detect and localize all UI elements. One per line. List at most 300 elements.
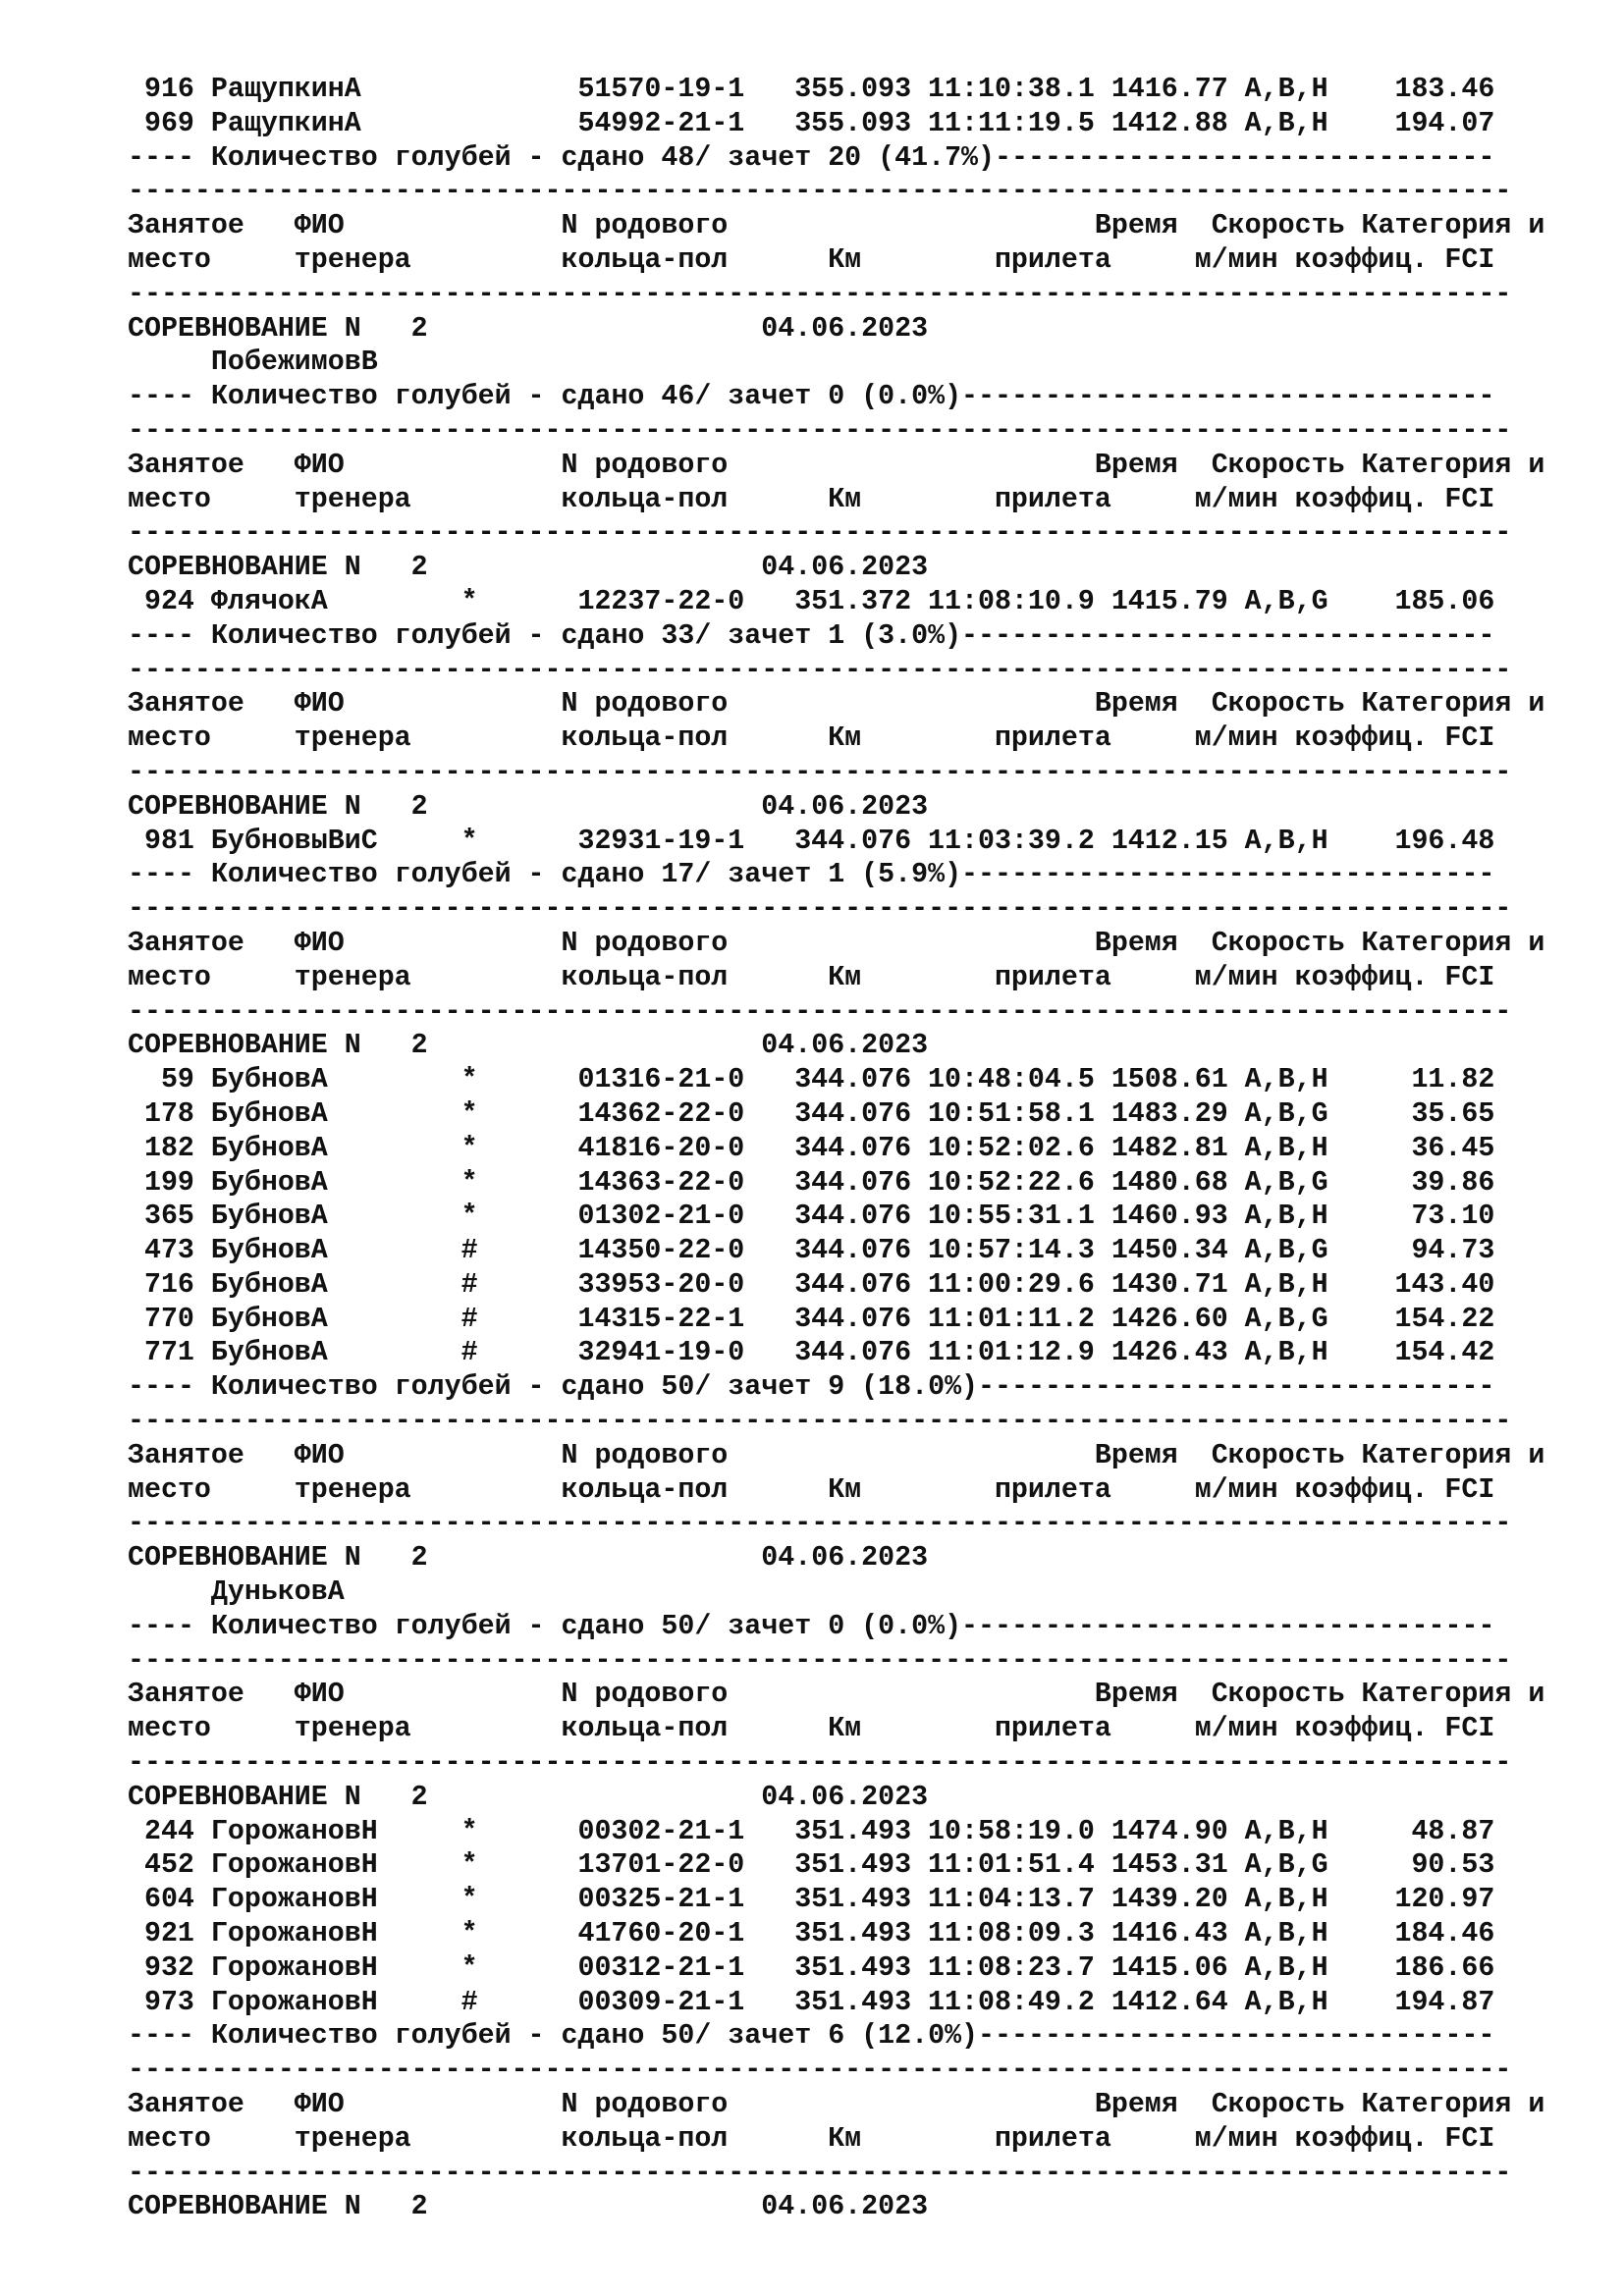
header-speed: Скорость xyxy=(1211,1679,1345,1711)
time-cell: 11:01:11.2 xyxy=(928,1303,1095,1335)
gap xyxy=(1278,1712,1295,1746)
trainer-name-cell: БубновА xyxy=(210,1166,328,1199)
header-speed-2: м/мин xyxy=(1194,1473,1278,1506)
header-time: Время xyxy=(1094,2089,1178,2121)
gap xyxy=(1228,1815,1245,1849)
ring-cell: 14350-22-0 xyxy=(577,1235,745,1267)
category-cell: A,B,H xyxy=(1244,1201,1328,1233)
gap xyxy=(194,1951,211,1986)
gap xyxy=(1345,1439,1362,1473)
fci-cell: 73.10 xyxy=(1411,1201,1495,1233)
gap xyxy=(1228,1303,1245,1337)
fci-cell: 185.06 xyxy=(1394,585,1495,617)
speed-cell: 1430.71 xyxy=(1110,1268,1228,1301)
category-cell: A,B,G xyxy=(1244,1849,1328,1882)
separator-line: ----------------------------------------------------------------------------------- xyxy=(128,1747,1512,1780)
result-row xyxy=(128,1063,1600,1097)
header-fio: ФИО xyxy=(294,210,345,242)
column-header-row-1 xyxy=(128,2088,1600,2122)
separator-line: ----------------------------------------------------------------------------------- xyxy=(128,2055,1512,2087)
gap xyxy=(1228,1132,1245,1166)
category-cell: A,B,G xyxy=(1244,1303,1328,1335)
gap xyxy=(194,1883,211,1917)
place-cell: 932 xyxy=(143,1951,194,1984)
fci-cell: 120.97 xyxy=(1394,1884,1495,1916)
column-header-row-2 xyxy=(128,1712,1600,1746)
time-cell: 11:01:12.9 xyxy=(928,1337,1095,1369)
header-fio: ФИО xyxy=(294,1439,345,1471)
time-cell: 11:10:38.1 xyxy=(928,74,1095,105)
header-category: Категория и xyxy=(1361,210,1545,242)
fci-cell: 94.73 xyxy=(1411,1235,1495,1267)
speed-cell: 1416.77 xyxy=(1110,74,1228,105)
category-cell: A,B,H xyxy=(1244,1268,1328,1301)
ring-cell: 01316-21-0 xyxy=(577,1064,745,1096)
place-cell: 969 xyxy=(143,107,194,139)
trainer-name-cell: БубновА xyxy=(210,1064,328,1096)
category-cell: A,B,G xyxy=(1244,1166,1328,1199)
header-fio-2: тренера xyxy=(294,1713,411,1745)
gap xyxy=(194,1336,211,1370)
header-speed-2: м/мин xyxy=(1194,2122,1278,2155)
header-category: Категория и xyxy=(1361,449,1545,481)
header-time-2: прилета xyxy=(994,1473,1111,1506)
header-category-2: коэффиц. FCI xyxy=(1294,1473,1495,1506)
group-summary: ---- Количество голубей - сдано 50/ зачет 9 (18.0%)------------------------------- xyxy=(128,1371,1495,1404)
gap xyxy=(1228,1063,1245,1097)
result-row xyxy=(128,1815,1600,1849)
time-cell: 10:52:02.6 xyxy=(928,1132,1095,1164)
speed-cell: 1450.34 xyxy=(1110,1235,1228,1267)
speed-cell: 1474.90 xyxy=(1110,1815,1228,1847)
header-category: Категория и xyxy=(1361,927,1545,959)
fci-cell: 36.45 xyxy=(1411,1132,1495,1164)
competition-date: 04.06.2023 xyxy=(761,790,929,823)
km-cell: 351.493 xyxy=(794,1815,912,1847)
separator-line: ----------------------------------------------------------------------------------- xyxy=(128,1644,1512,1677)
header-time-2: прилета xyxy=(994,2122,1111,2155)
result-row xyxy=(128,107,1600,141)
speed-cell: 1412.88 xyxy=(1110,107,1228,139)
place-cell: 770 xyxy=(143,1303,194,1335)
gap xyxy=(194,1303,211,1337)
km-cell: 344.076 xyxy=(794,1201,912,1233)
category-cell: A,B,H xyxy=(1244,1064,1328,1096)
place-cell: 924 xyxy=(143,585,194,617)
gap xyxy=(1228,1200,1245,1234)
result-row xyxy=(128,1200,1600,1234)
fci-cell: 154.42 xyxy=(1394,1337,1495,1369)
competition-label: СОРЕВНОВАНИЕ N 2 xyxy=(128,312,428,345)
gap xyxy=(1278,1473,1295,1508)
km-cell: 355.093 xyxy=(794,74,912,105)
header-category: Категория и xyxy=(1361,1679,1545,1711)
place-cell: 244 xyxy=(143,1815,194,1847)
mark-cell: * xyxy=(460,1849,478,1882)
separator-line: ----------------------------------------------------------------------------------- xyxy=(128,893,1512,926)
time-cell: 11:03:39.2 xyxy=(928,825,1095,857)
race-results-printout xyxy=(128,73,1600,2224)
header-fio-2: тренера xyxy=(294,483,411,515)
header-speed-2: м/мин xyxy=(1194,1713,1278,1745)
result-row xyxy=(128,1234,1600,1268)
speed-cell: 1415.79 xyxy=(1110,585,1228,617)
category-cell: A,B,H xyxy=(1244,107,1328,139)
category-cell: A,B,H xyxy=(1244,1884,1328,1916)
header-speed: Скорость xyxy=(1211,449,1345,481)
gap xyxy=(1278,961,1295,995)
result-row xyxy=(128,73,1600,107)
category-cell: A,B,H xyxy=(1244,1951,1328,1984)
header-place: Занятое xyxy=(128,210,244,242)
trainer-name-cell: ГорожановН xyxy=(210,1986,378,2018)
km-cell: 344.076 xyxy=(794,1064,912,1096)
category-cell: A,B,G xyxy=(1244,1235,1328,1267)
result-row xyxy=(128,1166,1600,1201)
gap xyxy=(1278,721,1295,756)
header-fio-2: тренера xyxy=(294,2122,411,2155)
mark-cell: # xyxy=(460,1303,478,1335)
fci-cell: 90.53 xyxy=(1411,1849,1495,1882)
column-header-row-2 xyxy=(128,483,1600,517)
mark-cell: * xyxy=(460,1201,478,1233)
header-place: Занятое xyxy=(128,2089,244,2121)
category-cell: A,B,G xyxy=(1244,585,1328,617)
time-cell: 11:00:29.6 xyxy=(928,1268,1095,1301)
result-row xyxy=(128,1883,1600,1917)
competition-header xyxy=(128,2190,1600,2224)
gap xyxy=(1345,2088,1362,2122)
place-cell: 771 xyxy=(143,1337,194,1369)
gap xyxy=(1228,1883,1245,1917)
header-speed: Скорость xyxy=(1211,2089,1345,2121)
ring-cell: 00325-21-1 xyxy=(577,1884,745,1916)
speed-cell: 1412.15 xyxy=(1110,825,1228,857)
gap xyxy=(194,825,211,859)
km-cell: 351.493 xyxy=(794,1884,912,1916)
header-km: Км xyxy=(828,722,862,755)
ring-cell: 14363-22-0 xyxy=(577,1166,745,1199)
place-cell: 973 xyxy=(143,1986,194,2018)
competition-label: СОРЕВНОВАНИЕ N 2 xyxy=(128,790,428,823)
mark-cell: * xyxy=(460,1815,478,1847)
km-cell: 344.076 xyxy=(794,1235,912,1267)
time-cell: 11:04:13.7 xyxy=(928,1884,1095,1916)
header-place-2: место xyxy=(128,722,211,755)
gap xyxy=(1228,73,1245,107)
speed-cell: 1426.43 xyxy=(1110,1337,1228,1369)
place-cell: 916 xyxy=(143,74,194,105)
header-category-2: коэффиц. FCI xyxy=(1294,2122,1495,2155)
result-row xyxy=(128,1986,1600,2020)
header-speed-2: м/мин xyxy=(1194,722,1278,755)
column-header-row-2 xyxy=(128,721,1600,756)
header-fio: ФИО xyxy=(294,1679,345,1711)
competition-date: 04.06.2023 xyxy=(761,1030,929,1062)
header-speed: Скорость xyxy=(1211,927,1345,959)
header-speed-2: м/мин xyxy=(1194,483,1278,515)
gap xyxy=(194,585,211,619)
separator-line: ----------------------------------------------------------------------------------- xyxy=(128,654,1512,686)
gap xyxy=(1345,449,1362,483)
header-time: Время xyxy=(1094,688,1178,721)
speed-cell: 1482.81 xyxy=(1110,1132,1228,1164)
header-fio-2: тренера xyxy=(294,1473,411,1506)
result-row xyxy=(128,1268,1600,1303)
gap xyxy=(194,1815,211,1849)
ring-cell: 51570-19-1 xyxy=(577,74,745,105)
trainer-name-cell: ГорожановН xyxy=(210,1849,378,1882)
mark-cell: * xyxy=(460,1951,478,1984)
header-fio-2: тренера xyxy=(294,243,411,276)
gap xyxy=(194,1132,211,1166)
header-category-2: коэффиц. FCI xyxy=(1294,1713,1495,1745)
header-time-2: прилета xyxy=(994,1713,1111,1745)
header-category-2: коэффиц. FCI xyxy=(1294,961,1495,993)
header-speed-2: м/мин xyxy=(1194,961,1278,993)
competition-header xyxy=(128,1541,1600,1575)
place-cell: 178 xyxy=(143,1097,194,1130)
column-header-row-1 xyxy=(128,927,1600,961)
place-cell: 473 xyxy=(143,1235,194,1267)
gap xyxy=(1345,1678,1362,1712)
trainer-name-cell: БубновА xyxy=(210,1337,328,1369)
ring-cell: 13701-22-0 xyxy=(577,1849,745,1882)
column-header-row-1 xyxy=(128,1678,1600,1712)
gap xyxy=(1228,1917,1245,1951)
header-place-2: место xyxy=(128,961,211,993)
header-ring: N родового xyxy=(561,1679,729,1711)
separator-line: ----------------------------------------------------------------------------------- xyxy=(128,1406,1512,1438)
km-cell: 344.076 xyxy=(794,1097,912,1130)
ring-cell: 00309-21-1 xyxy=(577,1986,745,2018)
header-place: Занятое xyxy=(128,1679,244,1711)
mark-cell: # xyxy=(460,1235,478,1267)
group-summary: ---- Количество голубей - сдано 50/ зачет 6 (12.0%)------------------------------- xyxy=(128,2020,1495,2053)
fci-cell: 186.66 xyxy=(1394,1951,1495,1984)
mark-cell: # xyxy=(460,1337,478,1369)
time-cell: 11:08:23.7 xyxy=(928,1951,1095,1984)
time-cell: 10:52:22.6 xyxy=(928,1166,1095,1199)
gap xyxy=(194,1097,211,1132)
result-row xyxy=(128,1097,1600,1132)
place-cell: 716 xyxy=(143,1268,194,1301)
time-cell: 11:08:09.3 xyxy=(928,1918,1095,1950)
competition-label: СОРЕВНОВАНИЕ N 2 xyxy=(128,1781,428,1813)
competition-date: 04.06.2023 xyxy=(761,312,929,345)
header-ring-2: кольца-пол xyxy=(561,1473,729,1506)
header-km: Км xyxy=(828,1713,862,1745)
time-cell: 11:08:10.9 xyxy=(928,585,1095,617)
header-category: Категория и xyxy=(1361,2089,1545,2121)
competition-header xyxy=(128,1781,1600,1815)
trainer-name-cell: ГорожановН xyxy=(210,1918,378,1950)
speed-cell: 1415.06 xyxy=(1110,1951,1228,1984)
ring-cell: 01302-21-0 xyxy=(577,1201,745,1233)
gap xyxy=(1228,1951,1245,1986)
header-fio: ФИО xyxy=(294,449,345,481)
header-speed: Скорость xyxy=(1211,1439,1345,1471)
time-cell: 11:08:49.2 xyxy=(928,1986,1095,2018)
speed-cell: 1416.43 xyxy=(1110,1918,1228,1950)
fci-cell: 154.22 xyxy=(1394,1303,1495,1335)
gap xyxy=(194,73,211,107)
result-row xyxy=(128,1132,1600,1166)
column-header-row-1 xyxy=(128,449,1600,483)
group-summary: ---- Количество голубей - сдано 50/ зачет 0 (0.0%)-------------------------------- xyxy=(128,1610,1495,1642)
category-cell: A,B,H xyxy=(1244,1132,1328,1164)
ring-cell: 00312-21-1 xyxy=(577,1951,745,1984)
category-cell: A,B,H xyxy=(1244,1815,1328,1847)
km-cell: 344.076 xyxy=(794,1166,912,1199)
result-row xyxy=(128,1336,1600,1370)
group-summary: ---- Количество голубей - сдано 46/ зачет 0 (0.0%)-------------------------------- xyxy=(128,381,1495,413)
header-place-2: место xyxy=(128,243,211,276)
ring-cell: 32941-19-0 xyxy=(577,1337,745,1369)
header-time: Время xyxy=(1094,1679,1178,1711)
trainer-name-cell: БубновА xyxy=(210,1097,328,1130)
gap xyxy=(1278,2122,1295,2157)
trainer-name-cell: ГорожановН xyxy=(210,1884,378,1916)
mark-cell: # xyxy=(460,1268,478,1301)
trainer-name-cell: ФлячокА xyxy=(210,585,328,617)
header-km: Км xyxy=(828,961,862,993)
header-place: Занятое xyxy=(128,449,244,481)
mark-cell: * xyxy=(460,1166,478,1199)
trainer-name-cell: БубновА xyxy=(210,1132,328,1164)
category-cell: A,B,H xyxy=(1244,74,1328,105)
mark-cell: * xyxy=(460,1918,478,1950)
place-cell: 199 xyxy=(143,1166,194,1199)
gap xyxy=(1228,1268,1245,1303)
gap xyxy=(1228,1097,1245,1132)
time-cell: 11:11:19.5 xyxy=(928,107,1095,139)
gap xyxy=(1228,107,1245,141)
competition-label: СОРЕВНОВАНИЕ N 2 xyxy=(128,2191,428,2223)
gap xyxy=(1228,585,1245,619)
group-summary: ---- Количество голубей - сдано 17/ зачет 1 (5.9%)-------------------------------- xyxy=(128,859,1495,891)
separator-line: ----------------------------------------------------------------------------------- xyxy=(128,278,1512,310)
result-row xyxy=(128,1951,1600,1986)
result-row xyxy=(128,585,1600,619)
place-cell: 981 xyxy=(143,825,194,857)
km-cell: 344.076 xyxy=(794,1303,912,1335)
separator-line: ----------------------------------------------------------------------------------- xyxy=(128,2157,1512,2189)
header-place-2: место xyxy=(128,1713,211,1745)
header-km: Км xyxy=(828,2122,862,2155)
mark-cell: * xyxy=(460,1097,478,1130)
km-cell: 351.372 xyxy=(794,585,912,617)
group-summary: ---- Количество голубей - сдано 48/ зачет 20 (41.7%)------------------------------ xyxy=(128,141,1495,174)
header-ring: N родового xyxy=(561,2089,729,2121)
speed-cell: 1483.29 xyxy=(1110,1097,1228,1130)
competition-date: 04.06.2023 xyxy=(761,1542,929,1575)
header-ring-2: кольца-пол xyxy=(561,483,729,515)
ring-cell: 32931-19-1 xyxy=(577,825,745,857)
header-category-2: коэффиц. FCI xyxy=(1294,722,1495,755)
separator-line: ----------------------------------------------------------------------------------- xyxy=(128,995,1512,1028)
gap xyxy=(1278,243,1295,278)
header-fio: ФИО xyxy=(294,688,345,721)
competition-date: 04.06.2023 xyxy=(761,1781,929,1813)
time-cell: 10:51:58.1 xyxy=(928,1097,1095,1130)
header-fio-2: тренера xyxy=(294,961,411,993)
header-time-2: прилета xyxy=(994,483,1111,515)
header-fio: ФИО xyxy=(294,2089,345,2121)
fci-cell: 194.87 xyxy=(1394,1986,1495,2018)
trainer-name-cell: БубновА xyxy=(210,1201,328,1233)
column-header-row-1 xyxy=(128,687,1600,721)
header-place: Занятое xyxy=(128,927,244,959)
gap xyxy=(194,1234,211,1268)
trainer-name-cell: БубновА xyxy=(210,1303,328,1335)
fci-cell: 35.65 xyxy=(1411,1097,1495,1130)
ring-cell: 33953-20-0 xyxy=(577,1268,745,1301)
header-ring-2: кольца-пол xyxy=(561,1713,729,1745)
competition-label: СОРЕВНОВАНИЕ N 2 xyxy=(128,552,428,584)
gap xyxy=(1228,1166,1245,1201)
competition-date: 04.06.2023 xyxy=(761,552,929,584)
km-cell: 344.076 xyxy=(794,1132,912,1164)
mark-cell: * xyxy=(460,1884,478,1916)
time-cell: 10:57:14.3 xyxy=(928,1235,1095,1267)
ring-cell: 41816-20-0 xyxy=(577,1132,745,1164)
fci-cell: 194.07 xyxy=(1394,107,1495,139)
header-place: Занятое xyxy=(128,688,244,721)
column-header-row-2 xyxy=(128,1473,1600,1508)
place-cell: 452 xyxy=(143,1849,194,1882)
header-category-2: коэффиц. FCI xyxy=(1294,243,1495,276)
ring-cell: 00302-21-1 xyxy=(577,1815,745,1847)
gap xyxy=(1228,825,1245,859)
gap xyxy=(194,1200,211,1234)
km-cell: 355.093 xyxy=(794,107,912,139)
header-km: Км xyxy=(828,483,862,515)
place-cell: 365 xyxy=(143,1201,194,1233)
column-header-row-2 xyxy=(128,243,1600,278)
header-speed: Скорость xyxy=(1211,688,1345,721)
gap xyxy=(194,1166,211,1201)
fci-cell: 39.86 xyxy=(1411,1166,1495,1199)
km-cell: 344.076 xyxy=(794,1337,912,1369)
speed-cell: 1480.68 xyxy=(1110,1166,1228,1199)
place-cell: 59 xyxy=(160,1064,194,1096)
time-cell: 11:01:51.4 xyxy=(928,1849,1095,1882)
gap xyxy=(1228,1848,1245,1883)
km-cell: 351.493 xyxy=(794,1918,912,1950)
ring-cell: 14315-22-1 xyxy=(577,1303,745,1335)
result-row xyxy=(128,1848,1600,1883)
speed-cell: 1453.31 xyxy=(1110,1849,1228,1882)
gap xyxy=(1228,1986,1245,2020)
speed-cell: 1508.61 xyxy=(1110,1064,1228,1096)
category-cell: A,B,H xyxy=(1244,1337,1328,1369)
trainer-name-only-row xyxy=(128,346,1600,380)
trainer-name-cell: ГорожановН xyxy=(210,1951,378,1984)
gap xyxy=(1228,1234,1245,1268)
speed-cell: 1412.64 xyxy=(1110,1986,1228,2018)
header-time-2: прилета xyxy=(994,961,1111,993)
result-row xyxy=(128,1303,1600,1337)
competition-date: 04.06.2023 xyxy=(761,2191,929,2223)
result-row xyxy=(128,825,1600,859)
header-ring-2: кольца-пол xyxy=(561,961,729,993)
header-ring-2: кольца-пол xyxy=(561,243,729,276)
time-cell: 10:48:04.5 xyxy=(928,1064,1095,1096)
header-speed: Скорость xyxy=(1211,210,1345,242)
header-place-2: место xyxy=(128,2122,211,2155)
ring-cell: 14362-22-0 xyxy=(577,1097,745,1130)
